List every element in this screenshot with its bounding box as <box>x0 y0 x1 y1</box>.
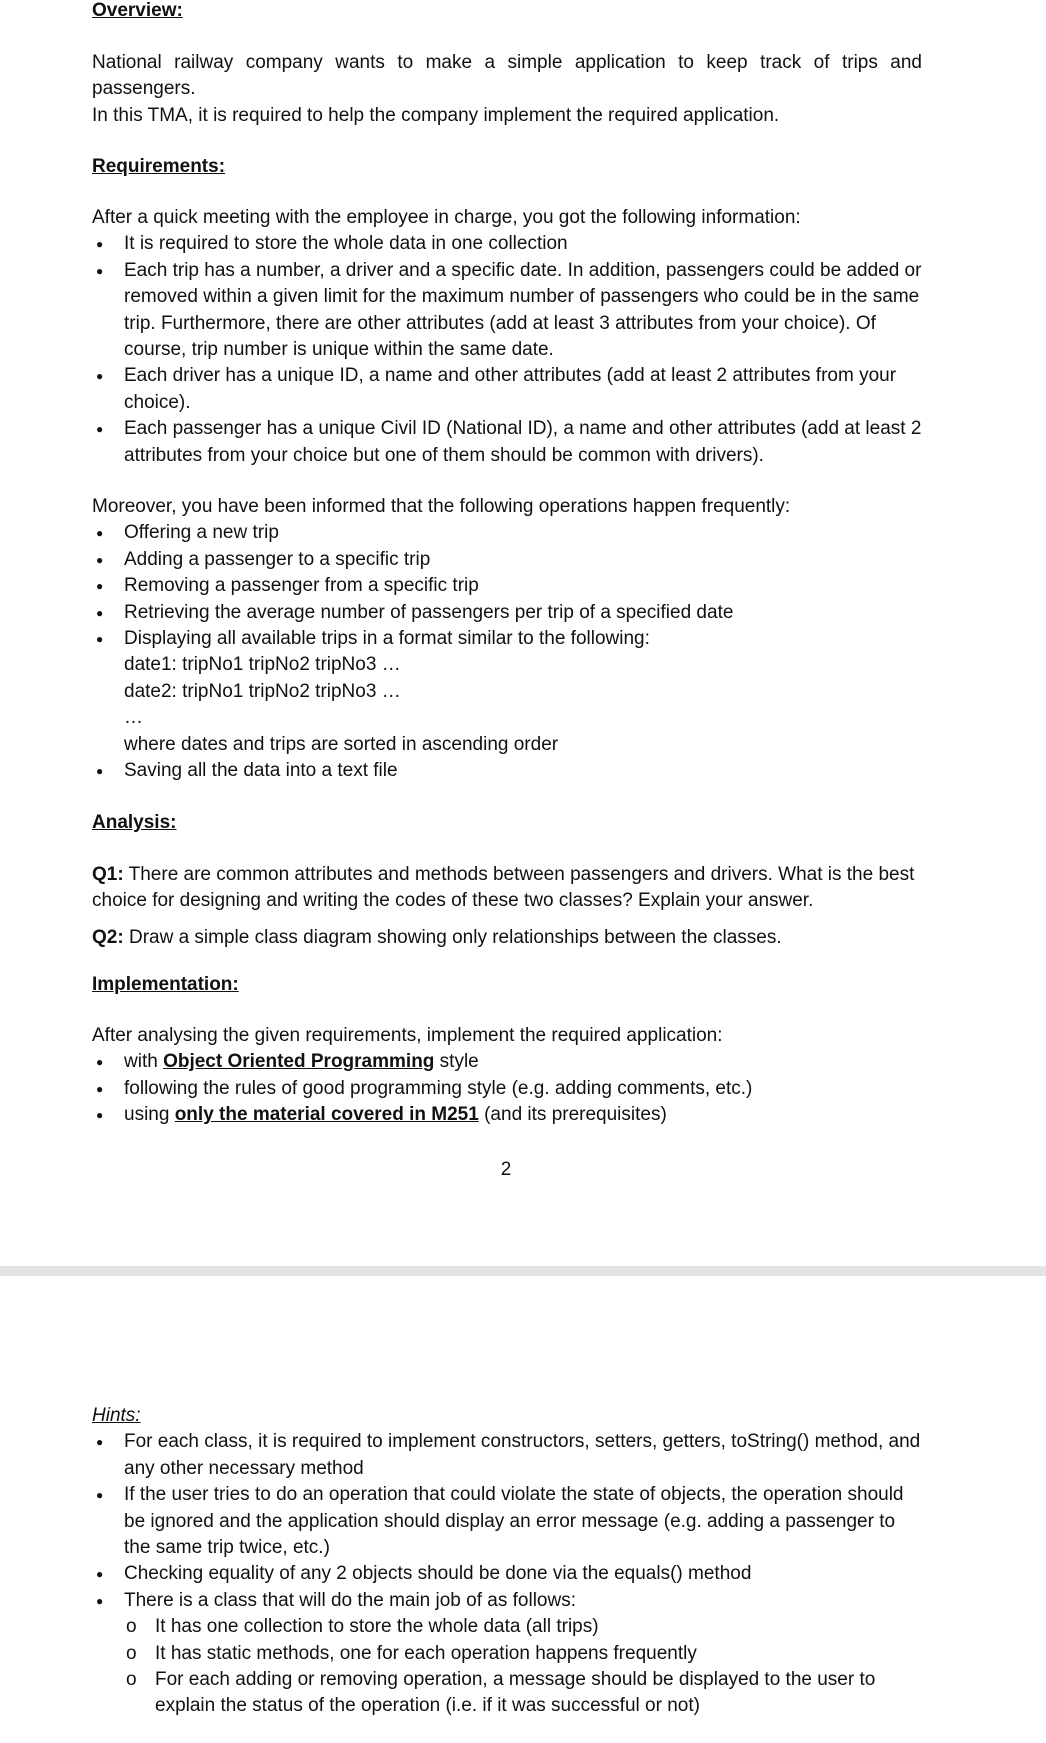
analysis-body <box>92 862 922 951</box>
operations-body <box>92 494 922 784</box>
overview-body <box>92 50 922 129</box>
format-line: where dates and trips are sorted in ascending order <box>124 733 559 755</box>
hint-item: ● If the user tries to do an operation that could violate the state of objects, the operation should be ignored and the application should display an error message (e.g. adding a passenger to the same trip twice, etc.) <box>92 1482 922 1561</box>
implementation-item-text: (and its prerequisites) <box>478 1104 667 1126</box>
question-1 <box>92 862 922 915</box>
hints-list <box>92 1429 922 1719</box>
question-1-text: There are common attributes and methods between passengers and drivers. What is the best choice for designing and writing the codes of these two classes? Explain your answer. <box>92 864 915 912</box>
page-separator <box>0 1266 1046 1276</box>
implementation-list <box>92 1049 922 1128</box>
hints-section <box>92 1403 922 1720</box>
question-2-text: Draw a simple class diagram showing only relationships between the classes. <box>123 926 782 948</box>
operations-list-end <box>92 758 922 784</box>
requirement-item: ● It is required to store the whole data in one collection <box>92 231 922 257</box>
requirements-list <box>92 231 922 469</box>
requirement-item: ● Each passenger has a unique Civil ID (National ID), a name and other attributes (add at least 2 attributes from your choice but one of them should be common with drivers). <box>92 416 922 469</box>
page-number: 2 <box>500 1159 512 1180</box>
implementation-intro: After analysing the given requirements, implement the required application: <box>92 1025 723 1046</box>
hint-subitem: o It has static methods, one for each operation happens frequently <box>92 1641 922 1667</box>
implementation-heading: Implementation: <box>92 974 239 995</box>
analysis-heading: Analysis: <box>92 812 177 833</box>
requirements-body <box>92 205 922 469</box>
implementation-item-text: using <box>124 1104 175 1126</box>
oop-emphasis: Object Oriented Programming <box>163 1051 435 1073</box>
implementation-item <box>92 1049 922 1075</box>
requirement-item: ● Each driver has a unique ID, a name and other attributes (add at least 2 attributes from your choice). <box>92 363 922 416</box>
requirements-heading: Requirements: <box>92 156 226 177</box>
hints-heading: Hints: <box>92 1405 141 1426</box>
operations-list <box>92 520 922 652</box>
hint-item: ● There is a class that will do the main job of as follows: <box>92 1588 922 1614</box>
format-line: … <box>124 707 143 729</box>
implementation-body <box>92 1023 922 1129</box>
question-1-label: Q1: <box>92 864 124 885</box>
operation-item: ● Retrieving the average number of passengers per trip of a specified date <box>92 600 922 626</box>
m251-emphasis: only the material covered in M251 <box>174 1104 479 1126</box>
question-2 <box>92 925 922 951</box>
implementation-item: ● following the rules of good programming style (e.g. adding comments, etc.) <box>92 1076 922 1102</box>
overview-heading: Overview: <box>92 0 183 21</box>
format-line: date1: tripNo1 tripNo2 tripNo3 … <box>124 654 401 676</box>
analysis-section <box>92 810 922 836</box>
operation-item: ● Offering a new trip <box>92 520 922 546</box>
operation-item: ● Saving all the data into a text file <box>92 758 922 784</box>
implementation-section <box>92 972 922 998</box>
requirements-intro: After a quick meeting with the employee in charge, you got the following information: <box>92 207 801 228</box>
overview-paragraph-1: National railway company wants to make a simple application to keep track of trips and passengers. <box>92 52 922 100</box>
requirement-item: ● Each trip has a number, a driver and a specific date. In addition, passengers could be added or removed within a given limit for the maximum number of passengers who could be in the same trip. Furthermore, there are other attributes (add at least 3 attributes from your choice). Of course, trip number is unique within the same date. <box>92 258 922 364</box>
implementation-item-text: style <box>434 1051 479 1073</box>
implementation-item-text: with <box>124 1051 164 1073</box>
format-line: date2: tripNo1 tripNo2 tripNo3 … <box>124 680 401 702</box>
document-page-2 <box>0 1276 1046 1743</box>
overview-section <box>92 0 922 24</box>
hint-item: ● For each class, it is required to implement constructors, setters, getters, toString() method, and any other necessary method <box>92 1429 922 1482</box>
operation-item: ● Displaying all available trips in a format similar to the following: <box>92 626 922 652</box>
overview-paragraph-2: In this TMA, it is required to help the company implement the required application. <box>92 104 780 126</box>
operation-item: ● Removing a passenger from a specific trip <box>92 573 922 599</box>
question-2-label: Q2: <box>92 926 124 948</box>
requirements-section <box>92 154 922 180</box>
hint-item: ● Checking equality of any 2 objects should be done via the equals() method <box>92 1561 922 1587</box>
operation-item: ● Adding a passenger to a specific trip <box>92 547 922 573</box>
hint-subitem: o For each adding or removing operation, a message should be displayed to the user to explain the status of the operation (i.e. if it was successful or not) <box>92 1667 922 1720</box>
operations-intro: Moreover, you have been informed that the following operations happen frequently: <box>92 496 791 517</box>
hint-subitem: o It has one collection to store the whole data (all trips) <box>92 1614 922 1640</box>
implementation-item <box>92 1102 922 1128</box>
